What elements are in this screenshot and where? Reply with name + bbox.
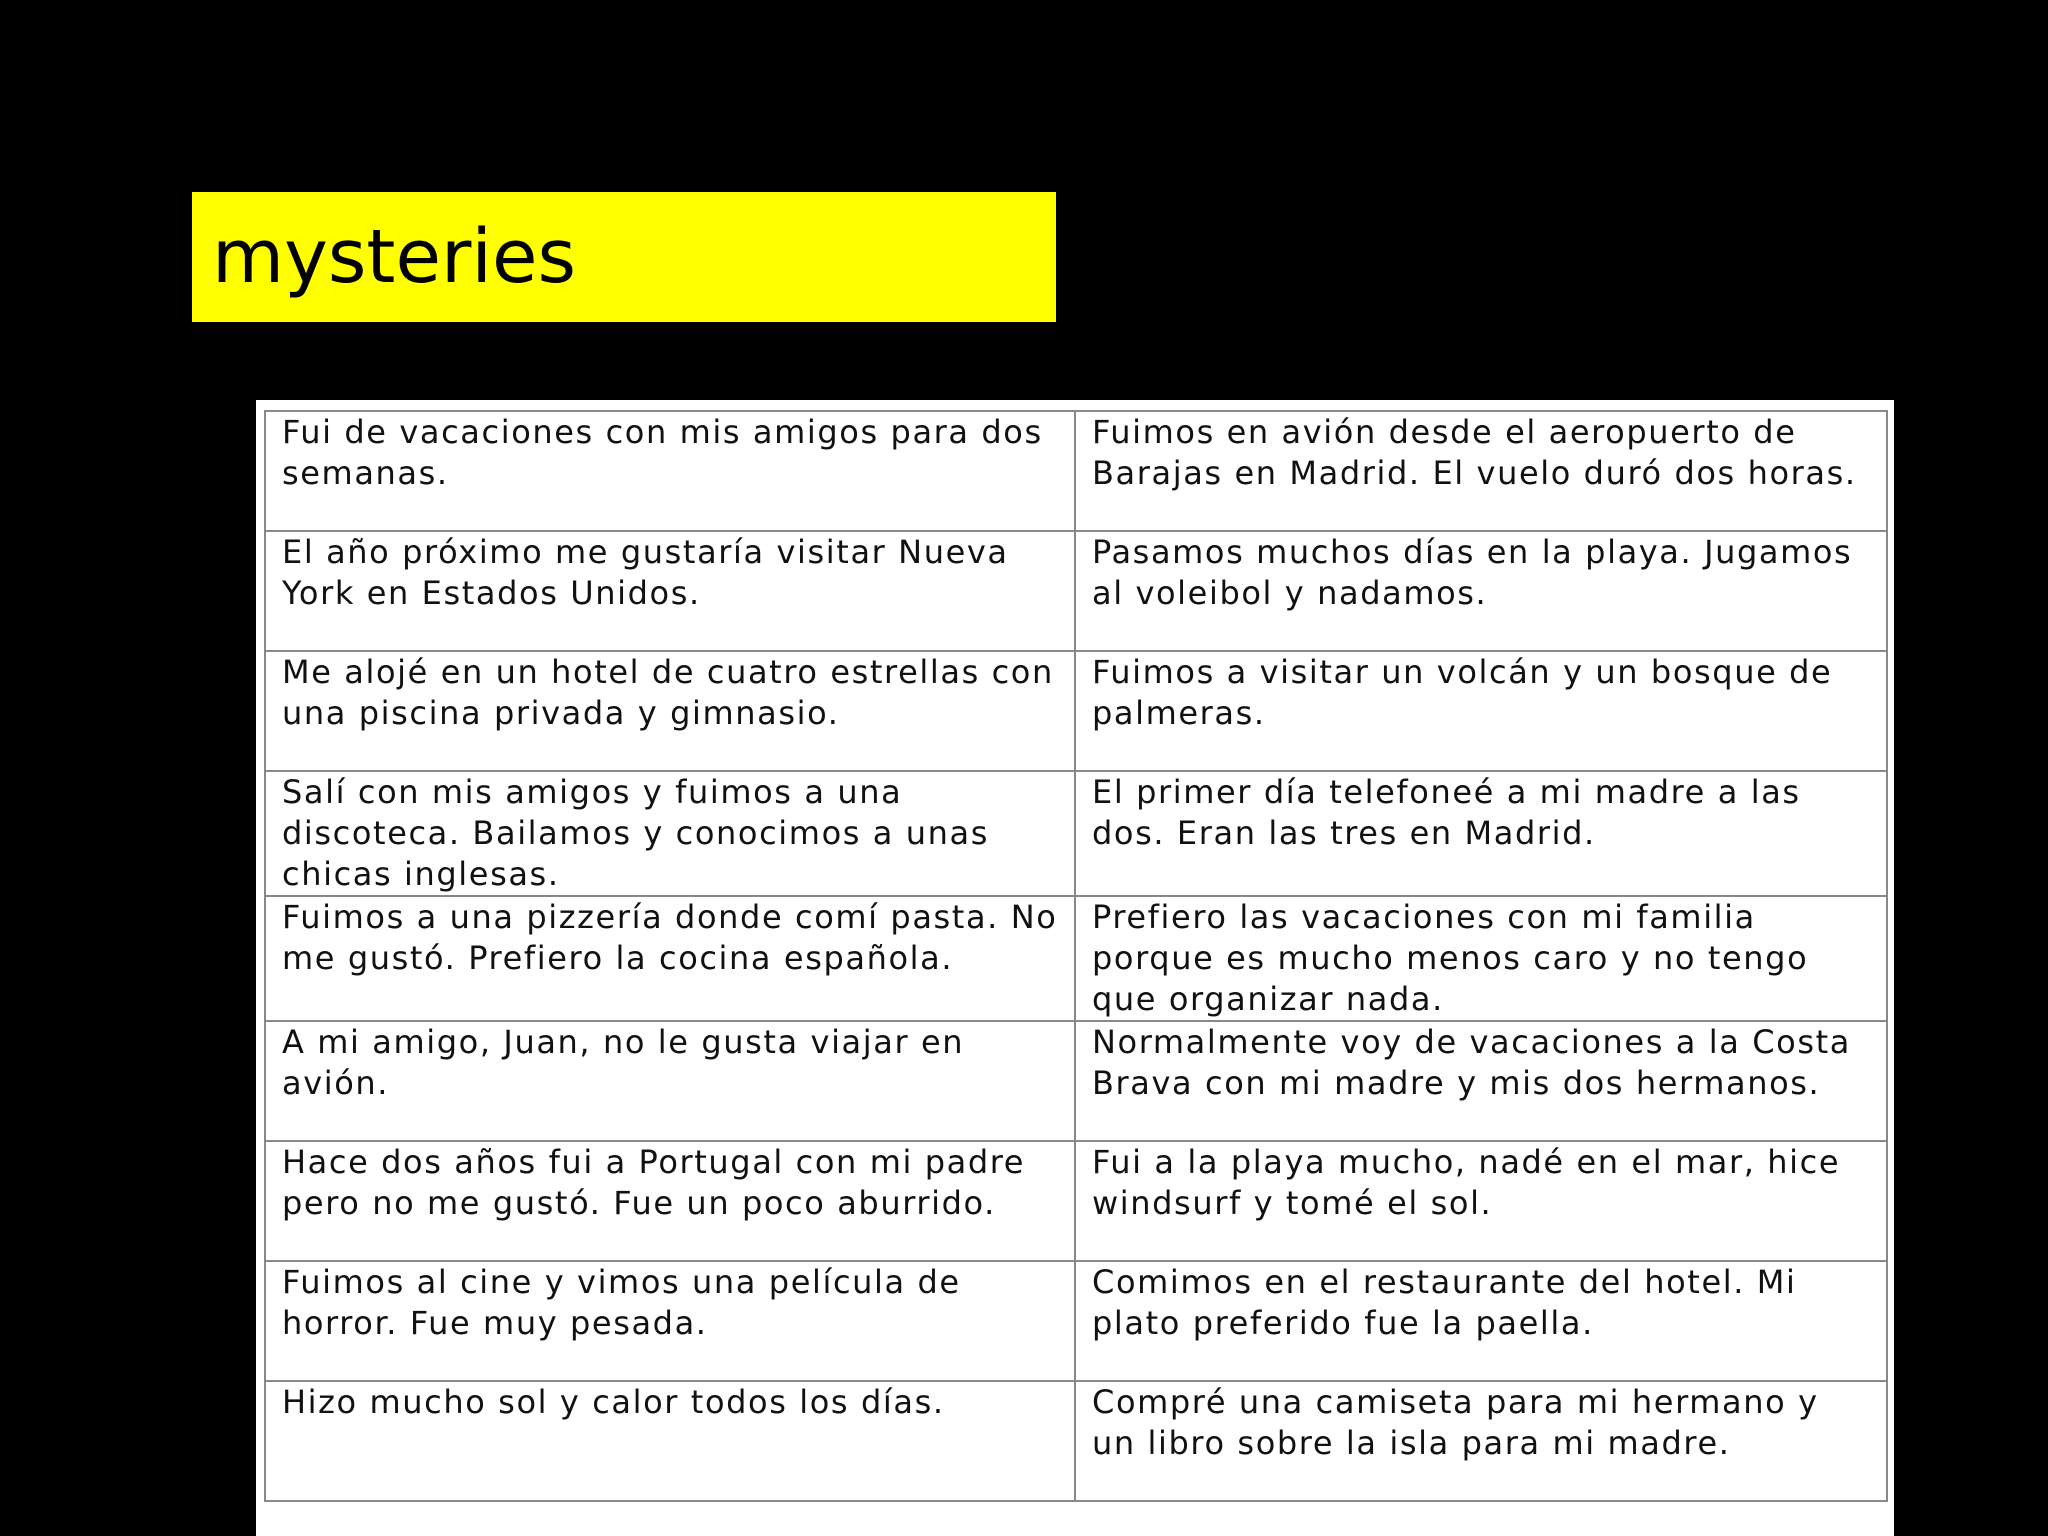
left-cell: Salí con mis amigos y fuimos a una discoteca. Bailamos y conocimos a unas chicas inglesas.: [265, 771, 1075, 896]
table-row: [265, 1021, 1887, 1141]
left-cell: Fuimos al cine y vimos una película de horror. Fue muy pesada.: [265, 1261, 1075, 1381]
right-cell: Compré una camiseta para mi hermano y un libro sobre la isla para mi madre.: [1075, 1381, 1887, 1501]
left-cell: Hace dos años fui a Portugal con mi padre pero no me gustó. Fue un poco aburrido.: [265, 1141, 1075, 1261]
sentence-table: [264, 410, 1888, 1502]
left-cell: Me alojé en un hotel de cuatro estrellas con una piscina privada y gimnasio.: [265, 651, 1075, 771]
title-banner: [192, 192, 1056, 322]
table-row: [265, 1261, 1887, 1381]
table-row: [265, 531, 1887, 651]
table-row: [265, 411, 1887, 531]
table-row: [265, 651, 1887, 771]
right-cell: Pasamos muchos días en la playa. Jugamos al voleibol y nadamos.: [1075, 531, 1887, 651]
right-cell: Normalmente voy de vacaciones a la Costa Brava con mi madre y mis dos hermanos.: [1075, 1021, 1887, 1141]
left-cell: A mi amigo, Juan, no le gusta viajar en avión.: [265, 1021, 1075, 1141]
slide-title: mysteries: [212, 214, 577, 300]
left-cell: Fui de vacaciones con mis amigos para dos semanas.: [265, 411, 1075, 531]
right-cell: Fui a la playa mucho, nadé en el mar, hice windsurf y tomé el sol.: [1075, 1141, 1887, 1261]
left-cell: Fuimos a una pizzería donde comí pasta. No me gustó. Prefiero la cocina española.: [265, 896, 1075, 1021]
left-cell: El año próximo me gustaría visitar Nueva York en Estados Unidos.: [265, 531, 1075, 651]
sentence-table-container: [256, 400, 1894, 1536]
table-row: [265, 896, 1887, 1021]
table-row: [265, 1141, 1887, 1261]
right-cell: Comimos en el restaurante del hotel. Mi plato preferido fue la paella.: [1075, 1261, 1887, 1381]
left-cell: Hizo mucho sol y calor todos los días.: [265, 1381, 1075, 1501]
right-cell: Fuimos en avión desde el aeropuerto de Barajas en Madrid. El vuelo duró dos horas.: [1075, 411, 1887, 531]
table-row: [265, 771, 1887, 896]
table-row: [265, 1381, 1887, 1501]
right-cell: El primer día telefoneé a mi madre a las dos. Eran las tres en Madrid.: [1075, 771, 1887, 896]
right-cell: Fuimos a visitar un volcán y un bosque de palmeras.: [1075, 651, 1887, 771]
right-cell: Prefiero las vacaciones con mi familia porque es mucho menos caro y no tengo que organizar nada.: [1075, 896, 1887, 1021]
